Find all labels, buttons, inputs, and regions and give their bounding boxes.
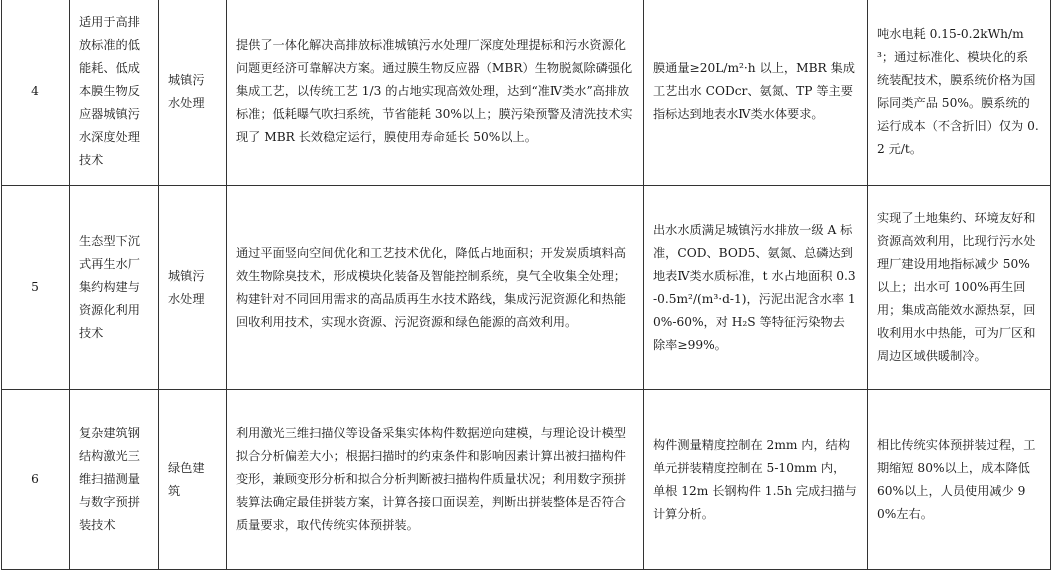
table-row xyxy=(2,390,1051,570)
technology-description: 通过平面竖向空间优化和工艺技术优化，降低占地面积；开发炭质填料高效生物除臭技术，形成模块化装备及智能控制系统，臭气全收集全处理；构建针对不同回用需求的高品质再生水技术路线，集成污泥资源化和热能回收利用技术，实现水资源、污泥资源和绿色能源的高效利用。 xyxy=(227,186,644,390)
technology-description: 提供了一体化解决高排放标准城镇污水处理厂深度处理提标和污水资源化问题更经济可靠解决方案。通过膜生物反应器（MBR）生物脱氮除磷强化集成工艺，以传统工艺 1/3 的占地实现高效处理，达到“准Ⅳ类水”高排放标准；低耗曝气吹扫系统，节省能耗 30%以上；膜污染预警及清洗技术实现了 MBR 长效稳定运行，膜使用寿命延长 50%以上。 xyxy=(227,0,644,186)
row-number: 6 xyxy=(2,390,70,570)
application-field: 城镇污水处理 xyxy=(159,0,227,186)
benefit-summary: 相比传统实体预拼装过程，工期缩短 80%以上，成本降低 60%以上，人员使用减少 90%左右。 xyxy=(868,390,1051,570)
technical-indicators: 出水水质满足城镇污水排放一级 A 标准，COD、BOD5、氨氮、总磷达到地表Ⅳ类水质标准，t 水占地面积 0.3-0.5m²/(m³·d-1)，污泥出泥含水率 10%-60%，对 H₂S 等特征污染物去除率≥99%。 xyxy=(644,186,868,390)
benefit-summary: 实现了土地集约、环境友好和资源高效利用，比现行污水处理厂建设用地指标减少 50%以上；出水可 100%再生回用；集成高能效水源热泵，回收利用水中热能，可为厂区和周边区域供暖制冷。 xyxy=(868,186,1051,390)
row-number: 5 xyxy=(2,186,70,390)
technology-description: 利用激光三维扫描仪等设备采集实体构件数据逆向建模，与理论设计模型拟合分析偏差大小；根据扫描时的约束条件和影响因素计算出被扫描构件变形，兼顾变形分析和拟合分析判断被扫描构件质量状况；利用数字预拼装算法确定最佳拼装方案，计算各接口面误差，判断出拼装整体是否符合质量要求，取代传统实体预拼装。 xyxy=(227,390,644,570)
technology-name: 生态型下沉式再生水厂集约构建与资源化利用技术 xyxy=(70,186,159,390)
technology-name: 适用于高排放标准的低能耗、低成本膜生物反应器城镇污水深度处理技术 xyxy=(70,0,159,186)
technology-table xyxy=(1,0,1051,570)
table-row xyxy=(2,0,1051,186)
table-row xyxy=(2,186,1051,390)
technical-indicators: 构件测量精度控制在 2mm 内，结构单元拼装精度控制在 5-10mm 内，单根 12m 长钢构件 1.5h 完成扫描与计算分析。 xyxy=(644,390,868,570)
benefit-summary: 吨水电耗 0.15-0.2kWh/m³；通过标准化、模块化的系统装配技术，膜系统价格为国际同类产品 50%。膜系统的运行成本（不含折旧）仅为 0.2 元/t。 xyxy=(868,0,1051,186)
technology-name: 复杂建筑钢结构激光三维扫描测量与数字预拼装技术 xyxy=(70,390,159,570)
row-number: 4 xyxy=(2,0,70,186)
application-field: 绿色建筑 xyxy=(159,390,227,570)
technical-indicators: 膜通量≥20L/m²·h 以上，MBR 集成工艺出水 CODcr、氨氮、TP 等主要指标达到地表水Ⅳ类水体要求。 xyxy=(644,0,868,186)
application-field: 城镇污水处理 xyxy=(159,186,227,390)
